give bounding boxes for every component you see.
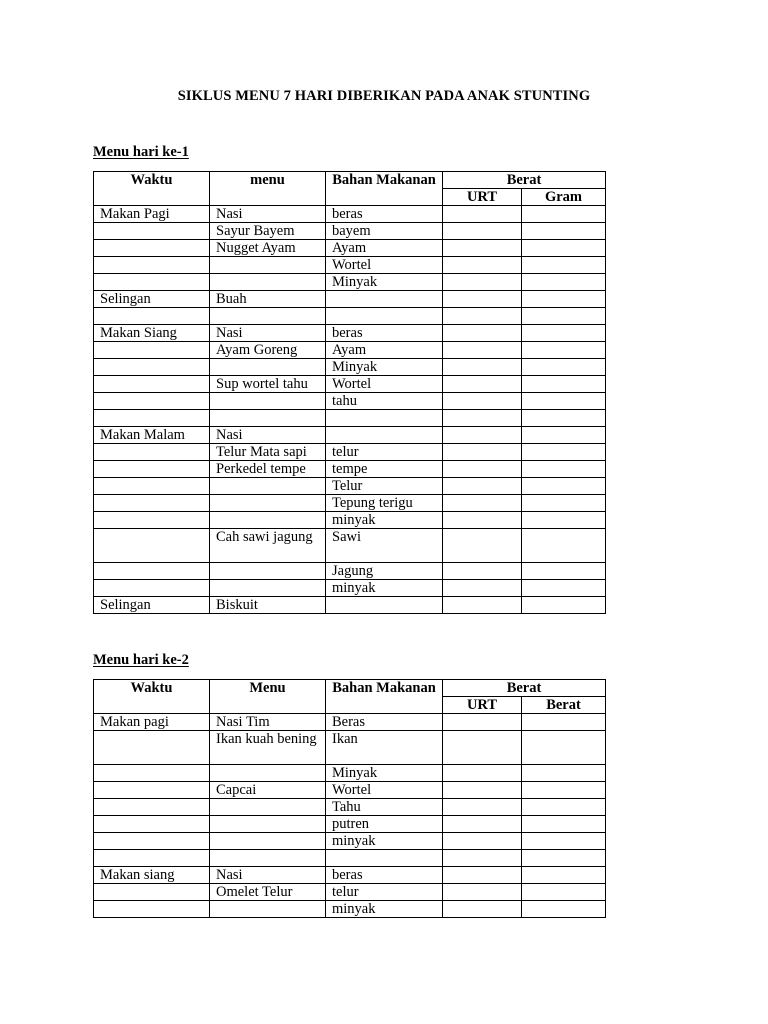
header-gram: Gram [522,189,606,206]
urt-cell [443,799,522,816]
waktu-cell [94,308,210,325]
menu-cell [210,816,326,833]
gram-cell [522,901,606,918]
urt-cell [443,444,522,461]
menu-cell: Buah [210,291,326,308]
urt-cell [443,597,522,614]
waktu-cell [94,274,210,291]
waktu-cell [94,731,210,765]
urt-cell [443,563,522,580]
menu-cell: Nasi Tim [210,714,326,731]
bahan-cell [326,291,443,308]
menu-cell: Capcai [210,782,326,799]
menu-cell: Nasi [210,206,326,223]
gram-cell [522,597,606,614]
table-row [94,427,606,444]
day2-heading: Menu hari ke-2 [93,652,189,668]
urt-cell [443,291,522,308]
table-row [94,325,606,342]
gram-cell [522,884,606,901]
urt-cell [443,257,522,274]
header-menu: Menu [210,680,326,714]
urt-cell [443,901,522,918]
day1-menu-table [93,171,606,614]
urt-cell [443,478,522,495]
gram-cell [522,308,606,325]
table-row [94,529,606,563]
bahan-cell: telur [326,444,443,461]
gram-cell [522,223,606,240]
bahan-cell: tempe [326,461,443,478]
bahan-cell: minyak [326,833,443,850]
urt-cell [443,427,522,444]
gram-cell [522,342,606,359]
bahan-cell: Jagung [326,563,443,580]
day1-heading: Menu hari ke-1 [93,144,189,160]
waktu-cell [94,444,210,461]
waktu-cell: Selingan [94,597,210,614]
table-row [94,274,606,291]
gram-cell [522,799,606,816]
waktu-cell: Makan Malam [94,427,210,444]
table-row [94,495,606,512]
bahan-cell: Wortel [326,782,443,799]
table-row [94,799,606,816]
table-row [94,478,606,495]
urt-cell [443,850,522,867]
gram-cell [522,478,606,495]
urt-cell [443,393,522,410]
menu-cell [210,478,326,495]
table-row [94,223,606,240]
waktu-cell [94,850,210,867]
table-row [94,376,606,393]
bahan-cell: Ayam [326,240,443,257]
menu-cell: Nasi [210,325,326,342]
menu-cell [210,393,326,410]
gram-cell [522,393,606,410]
bahan-cell: Wortel [326,376,443,393]
menu-cell: Nugget Ayam [210,240,326,257]
urt-cell [443,580,522,597]
table-row [94,782,606,799]
bahan-cell: minyak [326,901,443,918]
gram-cell [522,376,606,393]
waktu-cell: Makan Siang [94,325,210,342]
menu-cell [210,799,326,816]
waktu-cell [94,782,210,799]
bahan-cell: tahu [326,393,443,410]
waktu-cell [94,512,210,529]
bahan-cell: beras [326,206,443,223]
gram-cell [522,257,606,274]
bahan-cell [326,427,443,444]
urt-cell [443,376,522,393]
urt-cell [443,867,522,884]
table-row [94,833,606,850]
menu-cell [210,901,326,918]
menu-cell [210,274,326,291]
gram-cell [522,714,606,731]
waktu-cell [94,580,210,597]
waktu-cell [94,816,210,833]
waktu-cell [94,393,210,410]
waktu-cell [94,884,210,901]
table-row [94,731,606,765]
table-row [94,359,606,376]
waktu-cell: Selingan [94,291,210,308]
waktu-cell [94,529,210,563]
waktu-cell [94,342,210,359]
gram-cell [522,580,606,597]
menu-cell: Telur Mata sapi [210,444,326,461]
gram-cell [522,461,606,478]
menu-cell: Nasi [210,427,326,444]
gram-cell [522,444,606,461]
table-row [94,308,606,325]
bahan-cell: minyak [326,580,443,597]
urt-cell [443,816,522,833]
urt-cell [443,359,522,376]
bahan-cell: Sawi [326,529,443,563]
table-row [94,240,606,257]
waktu-cell [94,901,210,918]
gram-cell [522,427,606,444]
urt-cell [443,461,522,478]
header-waktu: Waktu [94,172,210,206]
header-urt: URT [443,697,522,714]
menu-cell: Ayam Goreng [210,342,326,359]
table-row [94,765,606,782]
header-menu: menu [210,172,326,206]
urt-cell [443,342,522,359]
bahan-cell: bayem [326,223,443,240]
bahan-cell: minyak [326,512,443,529]
menu-cell: Biskuit [210,597,326,614]
gram-cell [522,782,606,799]
bahan-cell: Ikan [326,731,443,765]
waktu-cell [94,223,210,240]
waktu-cell: Makan siang [94,867,210,884]
urt-cell [443,308,522,325]
menu-cell: Omelet Telur [210,884,326,901]
bahan-cell [326,597,443,614]
gram-cell [522,529,606,563]
table-row [94,563,606,580]
waktu-cell [94,833,210,850]
gram-cell [522,325,606,342]
gram-cell [522,816,606,833]
day1-table-body [94,206,606,614]
table-row [94,257,606,274]
header-berat: Berat [443,680,606,697]
urt-cell [443,884,522,901]
waktu-cell [94,799,210,816]
bahan-cell [326,410,443,427]
menu-cell: Perkedel tempe [210,461,326,478]
bahan-cell: Minyak [326,765,443,782]
urt-cell [443,410,522,427]
header-berat: Berat [443,172,606,189]
urt-cell [443,206,522,223]
header-bahan-makanan: Bahan Makanan [326,680,443,714]
bahan-cell: putren [326,816,443,833]
urt-cell [443,782,522,799]
table-row [94,291,606,308]
urt-cell [443,833,522,850]
menu-cell [210,359,326,376]
table-row [94,867,606,884]
menu-cell: Sup wortel tahu [210,376,326,393]
urt-cell [443,714,522,731]
day2-menu-table [93,679,606,918]
waktu-cell [94,495,210,512]
header-bahan-makanan: Bahan Makanan [326,172,443,206]
waktu-cell: Makan Pagi [94,206,210,223]
menu-cell [210,563,326,580]
waktu-cell [94,376,210,393]
urt-cell [443,512,522,529]
menu-cell [210,495,326,512]
header-gram: Berat [522,697,606,714]
gram-cell [522,512,606,529]
table-row [94,580,606,597]
gram-cell [522,731,606,765]
menu-cell [210,257,326,274]
gram-cell [522,495,606,512]
urt-cell [443,223,522,240]
urt-cell [443,529,522,563]
menu-cell [210,410,326,427]
urt-cell [443,325,522,342]
table-row [94,461,606,478]
bahan-cell: Minyak [326,359,443,376]
bahan-cell: Beras [326,714,443,731]
urt-cell [443,765,522,782]
table-row [94,816,606,833]
urt-cell [443,240,522,257]
menu-cell: Sayur Bayem [210,223,326,240]
bahan-cell [326,308,443,325]
gram-cell [522,765,606,782]
gram-cell [522,291,606,308]
table-row [94,393,606,410]
bahan-cell: Tepung terigu [326,495,443,512]
gram-cell [522,833,606,850]
bahan-cell [326,850,443,867]
bahan-cell: telur [326,884,443,901]
gram-cell [522,563,606,580]
waktu-cell [94,461,210,478]
urt-cell [443,495,522,512]
table-row [94,901,606,918]
day2-table-body [94,714,606,918]
menu-cell: Cah sawi jagung [210,529,326,563]
header-urt: URT [443,189,522,206]
menu-cell [210,580,326,597]
menu-cell [210,512,326,529]
table-row [94,884,606,901]
waktu-cell [94,359,210,376]
menu-cell [210,850,326,867]
bahan-cell: Minyak [326,274,443,291]
menu-cell [210,765,326,782]
table-row [94,512,606,529]
gram-cell [522,206,606,223]
bahan-cell: Tahu [326,799,443,816]
bahan-cell: Telur [326,478,443,495]
header-waktu: Waktu [94,680,210,714]
menu-cell [210,833,326,850]
menu-cell [210,308,326,325]
bahan-cell: Ayam [326,342,443,359]
urt-cell [443,731,522,765]
bahan-cell: beras [326,325,443,342]
urt-cell [443,274,522,291]
gram-cell [522,359,606,376]
menu-cell: Ikan kuah bening [210,731,326,765]
waktu-cell: Makan pagi [94,714,210,731]
table-row [94,206,606,223]
table-row [94,714,606,731]
gram-cell [522,410,606,427]
waktu-cell [94,563,210,580]
gram-cell [522,240,606,257]
waktu-cell [94,478,210,495]
bahan-cell: Wortel [326,257,443,274]
table-row [94,597,606,614]
bahan-cell: beras [326,867,443,884]
gram-cell [522,274,606,291]
waktu-cell [94,240,210,257]
waktu-cell [94,257,210,274]
table-row [94,410,606,427]
waktu-cell [94,765,210,782]
gram-cell [522,867,606,884]
table-row [94,850,606,867]
menu-cell: Nasi [210,867,326,884]
table-row [94,444,606,461]
gram-cell [522,850,606,867]
waktu-cell [94,410,210,427]
table-row [94,342,606,359]
page-title: SIKLUS MENU 7 HARI DIBERIKAN PADA ANAK STUNTING [177,88,591,104]
